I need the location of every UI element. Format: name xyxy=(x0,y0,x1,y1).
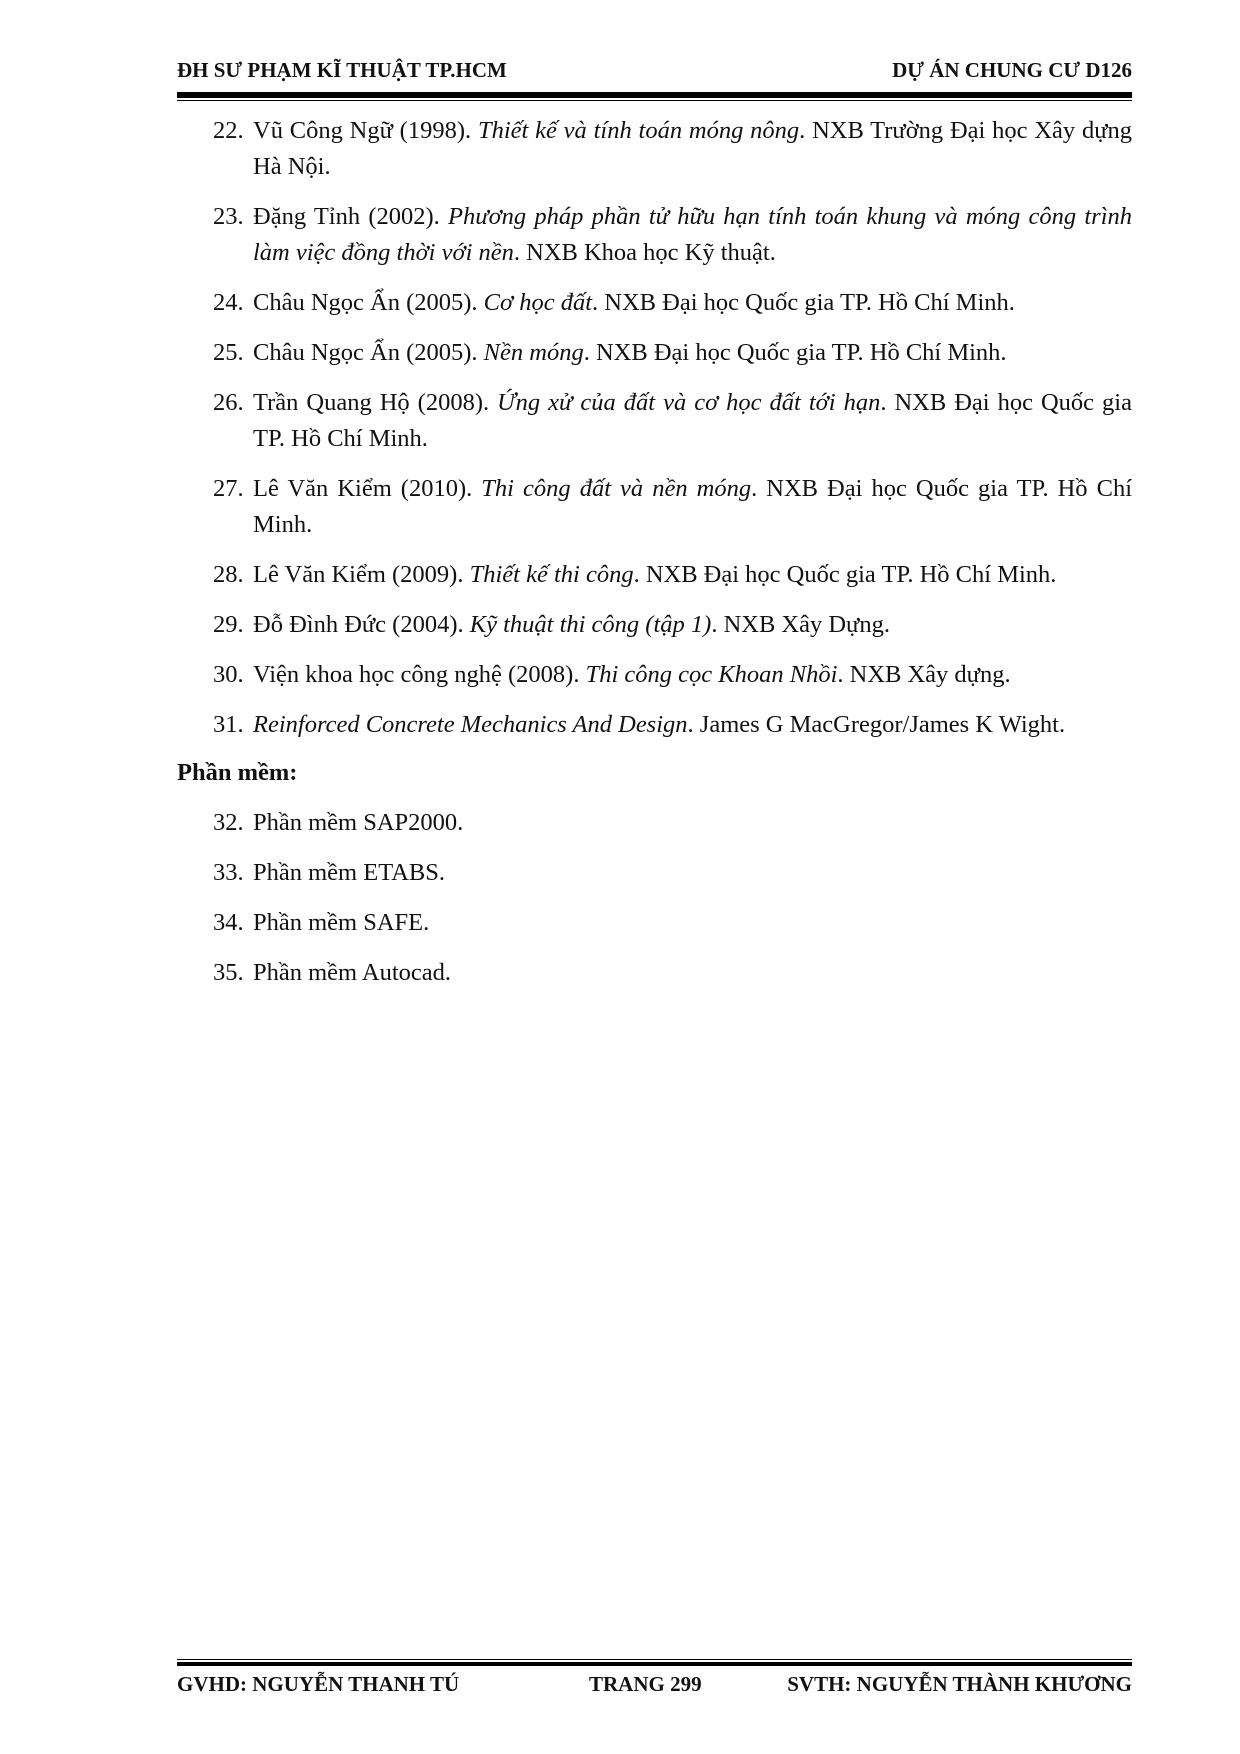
reference-text: Reinforced Concrete Mechanics And Design. James G MacGregor/James K Wight. xyxy=(253,711,1066,738)
page-footer xyxy=(177,1672,1132,1700)
footer-advisor: GVHD: NGUYỄN THANH TÚ xyxy=(177,1672,460,1696)
reference-item xyxy=(177,199,1132,271)
reference-item xyxy=(177,335,1132,371)
software-text: Phần mềm SAFE. xyxy=(253,909,430,936)
software-text: Phần mềm SAP2000. xyxy=(253,809,464,836)
reference-title: Ứng xử của đất và cơ học đất tới hạn xyxy=(497,389,881,416)
software-text: Phần mềm Autocad. xyxy=(253,959,452,986)
reference-title: Thiết kế thi công xyxy=(469,561,634,588)
reference-text: Châu Ngọc Ẩn (2005). Nền móng. NXB Đại học Quốc gia TP. Hồ Chí Minh. xyxy=(253,339,1007,366)
software-number: 32. xyxy=(213,809,244,836)
reference-title: Reinforced Concrete Mechanics And Design xyxy=(253,711,688,738)
reference-title: Thiết kế và tính toán móng nông xyxy=(477,117,800,144)
software-section-heading: Phần mềm: xyxy=(177,759,298,786)
reference-text: Đặng Tỉnh (2002). Phương pháp phần tử hữu hạn tính toán khung và móng công trình làm việc đồng thời với nền. NXB Khoa học Kỹ thuật. xyxy=(253,203,1132,266)
reference-item xyxy=(177,557,1132,593)
page-header xyxy=(177,58,1132,86)
reference-title: Cơ học đất xyxy=(483,289,593,316)
reference-item xyxy=(177,657,1132,693)
software-item xyxy=(177,855,1132,891)
reference-text: Trần Quang Hộ (2008). Ứng xử của đất và cơ học đất tới hạn. NXB Đại học Quốc gia TP. Hồ Chí Minh. xyxy=(253,389,1132,452)
reference-text: Lê Văn Kiểm (2010). Thi công đất và nền móng. NXB Đại học Quốc gia TP. Hồ Chí Minh. xyxy=(253,475,1133,538)
software-number: 33. xyxy=(213,859,244,886)
reference-text: Lê Văn Kiểm (2009). Thiết kế thi công. NXB Đại học Quốc gia TP. Hồ Chí Minh. xyxy=(253,561,1057,588)
reference-item xyxy=(177,385,1132,457)
reference-item xyxy=(177,285,1132,321)
reference-text: Viện khoa học công nghệ (2008). Thi công cọc Khoan Nhồi. NXB Xây dựng. xyxy=(253,661,1011,688)
footer-student: SVTH: NGUYỄN THÀNH KHƯƠNG xyxy=(787,1672,1132,1696)
software-number: 35. xyxy=(213,959,244,986)
header-divider xyxy=(177,92,1132,98)
reference-title: Thi công đất và nền móng xyxy=(481,475,752,502)
reference-title: Kỹ thuật thi công (tập 1) xyxy=(469,611,712,638)
reference-text: Châu Ngọc Ẩn (2005). Cơ học đất. NXB Đại học Quốc gia TP. Hồ Chí Minh. xyxy=(253,289,1015,316)
references-content xyxy=(177,113,1132,1005)
reference-number: 22. xyxy=(213,117,244,144)
footer-divider-thin xyxy=(177,1659,1132,1660)
software-number: 34. xyxy=(213,909,244,936)
footer-page-number: TRANG 299 xyxy=(589,1672,702,1696)
header-divider-thin xyxy=(177,100,1132,101)
footer-divider xyxy=(177,1662,1132,1666)
software-text: Phần mềm ETABS. xyxy=(253,859,445,886)
header-university: ĐH SƯ PHẠM KĨ THUẬT TP.HCM xyxy=(177,58,507,82)
header-project: DỰ ÁN CHUNG CƯ D126 xyxy=(892,58,1132,82)
reference-title: Phương pháp phần tử hữu hạn tính toán khung và móng công trình làm việc đồng thời với nền xyxy=(253,203,1132,266)
software-item xyxy=(177,905,1132,941)
reference-text: Đỗ Đình Đức (2004). Kỹ thuật thi công (tập 1). NXB Xây Dựng. xyxy=(253,611,890,638)
reference-title: Nền móng xyxy=(483,339,584,366)
reference-number: 28. xyxy=(213,561,244,588)
reference-item xyxy=(177,707,1132,743)
reference-number: 31. xyxy=(213,711,244,738)
reference-number: 25. xyxy=(213,339,244,366)
reference-number: 23. xyxy=(213,203,244,230)
reference-item xyxy=(177,113,1132,185)
reference-number: 27. xyxy=(213,475,244,502)
reference-number: 26. xyxy=(213,389,244,416)
reference-number: 30. xyxy=(213,661,244,688)
reference-number: 29. xyxy=(213,611,244,638)
reference-title: Thi công cọc Khoan Nhồi xyxy=(585,661,838,688)
reference-item xyxy=(177,471,1132,543)
software-item xyxy=(177,955,1132,991)
reference-text: Vũ Công Ngữ (1998). Thiết kế và tính toán móng nông. NXB Trường Đại học Xây dựng Hà Nội. xyxy=(253,117,1132,180)
reference-number: 24. xyxy=(213,289,244,316)
software-item xyxy=(177,805,1132,841)
reference-item xyxy=(177,607,1132,643)
